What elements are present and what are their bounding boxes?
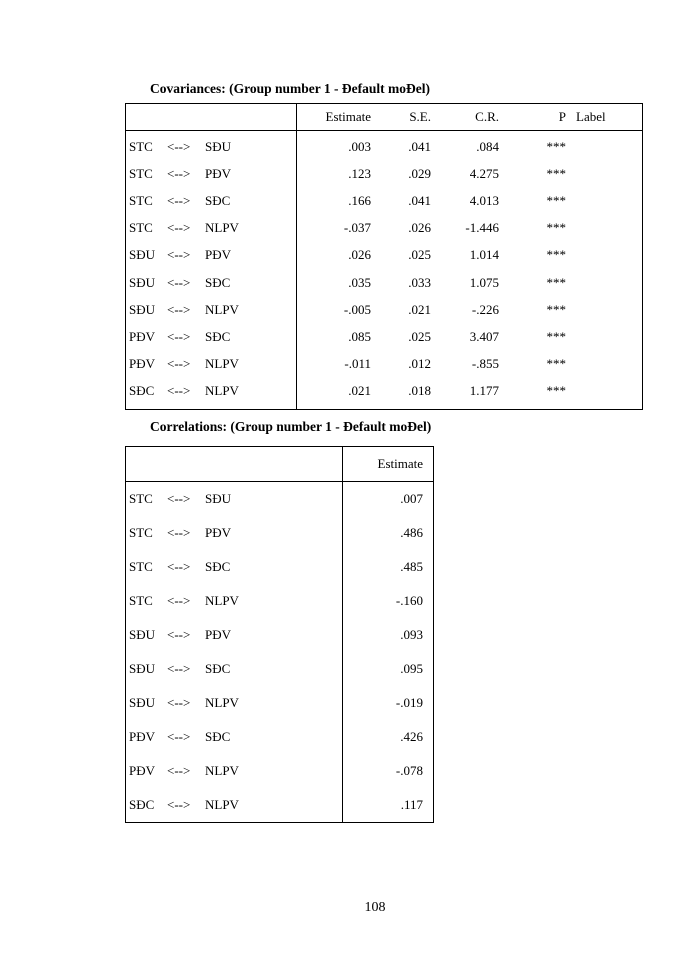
covariances-header-label: Label (566, 104, 643, 131)
variable-2: PĐV (205, 525, 232, 540)
covary-operator: <--> (167, 593, 191, 608)
covary-operator: <--> (167, 220, 191, 236)
covary-operator: <--> (167, 301, 191, 317)
table-row (126, 378, 643, 410)
relation-cell (126, 550, 343, 584)
p-cell: *** (546, 328, 566, 344)
table-row (126, 160, 643, 187)
se-cell: .026 (408, 220, 431, 236)
relation-cell (126, 516, 343, 550)
relation (129, 166, 231, 182)
p-cell: *** (546, 274, 566, 290)
estimate-cell: .485 (400, 559, 423, 574)
relation-cell (126, 160, 297, 187)
table-row (126, 215, 643, 242)
label-cell (566, 187, 643, 214)
variable-1: STC (129, 491, 153, 506)
variable-1: SĐU (129, 247, 156, 263)
variable-2: NLPV (205, 593, 239, 608)
table-row (126, 242, 643, 269)
relation-cell (126, 187, 297, 214)
relation-cell (126, 296, 297, 323)
relation (129, 695, 239, 711)
cr-cell: -1.446 (465, 220, 499, 236)
variable-1: STC (129, 192, 153, 208)
variable-1: SĐC (129, 797, 155, 812)
se-cell: .025 (408, 247, 431, 263)
se-cell: .033 (408, 274, 431, 290)
relation-cell (126, 242, 297, 269)
covary-operator: <--> (167, 491, 191, 506)
variable-1: SĐU (129, 695, 156, 710)
estimate-cell: .095 (400, 661, 423, 676)
table-row (126, 720, 434, 754)
table-row (126, 618, 434, 652)
relation-cell (126, 652, 343, 686)
covary-operator: <--> (167, 192, 191, 208)
se-cell: .025 (408, 328, 431, 344)
se-cell: .041 (408, 138, 431, 154)
relation (129, 559, 230, 575)
covary-operator: <--> (167, 328, 191, 344)
table-row (126, 323, 643, 350)
variable-2: NLPV (205, 220, 239, 236)
estimate-cell: .007 (400, 491, 423, 506)
correlations-table (125, 446, 434, 823)
relation-cell (126, 215, 297, 242)
estimate-cell: .117 (400, 797, 423, 812)
variable-2: SĐU (205, 138, 232, 154)
covary-operator: <--> (167, 559, 191, 574)
p-cell: *** (546, 356, 566, 372)
variable-2: SĐC (205, 559, 231, 574)
covariances-header-cr: C.R. (431, 104, 499, 131)
label-cell (566, 131, 643, 161)
relation (129, 383, 239, 399)
estimate-cell: .123 (348, 165, 371, 181)
p-cell: *** (546, 192, 566, 208)
relation (129, 302, 239, 318)
variable-1: PĐV (129, 356, 156, 372)
covariances-title: Covariances: (Group number 1 - Đefault moĐel) (150, 81, 430, 96)
covary-operator: <--> (167, 247, 191, 263)
cr-cell: 1.177 (469, 383, 499, 399)
table-row (126, 652, 434, 686)
relation (129, 193, 230, 209)
relation-cell (126, 482, 343, 517)
relation-cell (126, 323, 297, 350)
estimate-cell: .093 (400, 627, 423, 642)
relation (129, 593, 239, 609)
variable-2: NLPV (205, 356, 239, 372)
estimate-cell: .085 (348, 328, 371, 344)
relation (129, 491, 231, 507)
covariances-header-se: S.E. (371, 104, 431, 131)
p-cell: *** (546, 138, 566, 154)
covary-operator: <--> (167, 383, 191, 399)
variable-1: SĐU (129, 661, 156, 676)
relation (129, 797, 239, 813)
relation (129, 525, 231, 541)
cr-cell: 1.075 (469, 274, 499, 290)
relation-cell (126, 720, 343, 754)
relation-cell (126, 788, 343, 823)
covary-operator: <--> (167, 763, 191, 778)
relation (129, 356, 239, 372)
relation-cell (126, 618, 343, 652)
p-cell: *** (546, 165, 566, 181)
table-row (126, 516, 434, 550)
variable-1: SĐC (129, 383, 155, 399)
variable-1: PĐV (129, 729, 156, 744)
cr-cell: -.855 (471, 356, 499, 372)
variable-1: STC (129, 559, 153, 574)
cr-cell: 1.014 (469, 247, 499, 263)
covariances-header-estimate: Estimate (297, 104, 372, 131)
variable-2: PĐV (205, 247, 232, 263)
covary-operator: <--> (167, 729, 191, 744)
relation-cell (126, 269, 297, 296)
label-cell (566, 296, 643, 323)
table-row (126, 187, 643, 214)
variable-1: PĐV (129, 328, 156, 344)
p-cell: *** (546, 301, 566, 317)
variable-2: SĐC (205, 192, 231, 208)
cr-cell: 4.013 (469, 192, 499, 208)
estimate-cell: .026 (348, 247, 371, 263)
table-row (126, 584, 434, 618)
relation (129, 763, 239, 779)
se-cell: .021 (408, 301, 431, 317)
variable-1: SĐU (129, 301, 156, 317)
label-cell (566, 378, 643, 410)
estimate-cell: .166 (348, 192, 371, 208)
estimate-cell: -.011 (344, 356, 371, 372)
table-row (126, 351, 643, 378)
relation-cell (126, 378, 297, 410)
covariances-header-relation (126, 104, 297, 131)
estimate-cell: .426 (400, 729, 423, 744)
covary-operator: <--> (167, 661, 191, 676)
variable-2: NLPV (205, 301, 239, 317)
table-row (126, 131, 643, 161)
se-cell: .041 (408, 192, 431, 208)
covary-operator: <--> (167, 274, 191, 290)
table-row (126, 269, 643, 296)
variable-2: SĐU (205, 491, 232, 506)
label-cell (566, 160, 643, 187)
label-cell (566, 215, 643, 242)
variable-1: STC (129, 525, 153, 540)
estimate-cell: .486 (400, 525, 423, 540)
covary-operator: <--> (167, 627, 191, 642)
covariances-table (125, 103, 643, 410)
variable-2: PĐV (205, 627, 232, 642)
variable-2: NLPV (205, 797, 239, 812)
variable-1: SĐU (129, 274, 156, 290)
covariances-header-row (126, 104, 643, 131)
estimate-cell: -.037 (343, 220, 371, 236)
relation-cell (126, 351, 297, 378)
table-row (126, 482, 434, 517)
variable-2: SĐC (205, 328, 231, 344)
se-cell: .012 (408, 356, 431, 372)
correlations-header-row (126, 447, 434, 482)
table-row (126, 788, 434, 823)
estimate-cell: .003 (348, 138, 371, 154)
correlations-header-estimate: Estimate (343, 447, 434, 482)
table-row (126, 754, 434, 788)
covary-operator: <--> (167, 797, 191, 812)
relation (129, 247, 231, 263)
se-cell: .018 (408, 383, 431, 399)
se-cell: .029 (408, 165, 431, 181)
relation (129, 139, 231, 155)
covary-operator: <--> (167, 356, 191, 372)
variable-2: NLPV (205, 695, 239, 710)
variable-1: PĐV (129, 763, 156, 778)
relation (129, 661, 230, 677)
variable-2: SĐC (205, 274, 231, 290)
cr-cell: 3.407 (469, 328, 499, 344)
relation (129, 729, 230, 745)
label-cell (566, 269, 643, 296)
p-cell: *** (546, 247, 566, 263)
p-cell: *** (546, 383, 566, 399)
relation (129, 220, 239, 236)
table-row (126, 686, 434, 720)
label-cell (566, 242, 643, 269)
covariances-header-p: P (499, 104, 566, 131)
variable-2: SĐC (205, 729, 231, 744)
variable-1: STC (129, 593, 153, 608)
variable-1: SĐU (129, 627, 156, 642)
covary-operator: <--> (167, 138, 191, 154)
relation-cell (126, 584, 343, 618)
estimate-cell: -.019 (395, 695, 423, 710)
label-cell (566, 351, 643, 378)
label-cell (566, 323, 643, 350)
covary-operator: <--> (167, 525, 191, 540)
relation (129, 329, 230, 345)
variable-2: SĐC (205, 661, 231, 676)
cr-cell: -.226 (471, 301, 499, 317)
relation (129, 275, 230, 291)
estimate-cell: .021 (348, 383, 371, 399)
estimate-cell: -.160 (395, 593, 423, 608)
relation-cell (126, 686, 343, 720)
relation (129, 627, 231, 643)
variable-1: STC (129, 220, 153, 236)
covary-operator: <--> (167, 165, 191, 181)
relation-cell (126, 131, 297, 161)
page-number: 108 (364, 900, 386, 915)
correlations-header-relation (126, 447, 343, 482)
variable-2: PĐV (205, 165, 232, 181)
variable-1: STC (129, 165, 153, 181)
estimate-cell: .035 (348, 274, 371, 290)
table-row (126, 296, 643, 323)
estimate-cell: -.005 (343, 301, 371, 317)
correlations-title: Correlations: (Group number 1 - Đefault moĐel) (150, 419, 432, 434)
p-cell: *** (546, 220, 566, 236)
cr-cell: .084 (476, 138, 499, 154)
variable-1: STC (129, 138, 153, 154)
variable-2: NLPV (205, 383, 239, 399)
variable-2: NLPV (205, 763, 239, 778)
cr-cell: 4.275 (469, 165, 499, 181)
relation-cell (126, 754, 343, 788)
table-row (126, 550, 434, 584)
covary-operator: <--> (167, 695, 191, 710)
estimate-cell: -.078 (395, 763, 423, 778)
